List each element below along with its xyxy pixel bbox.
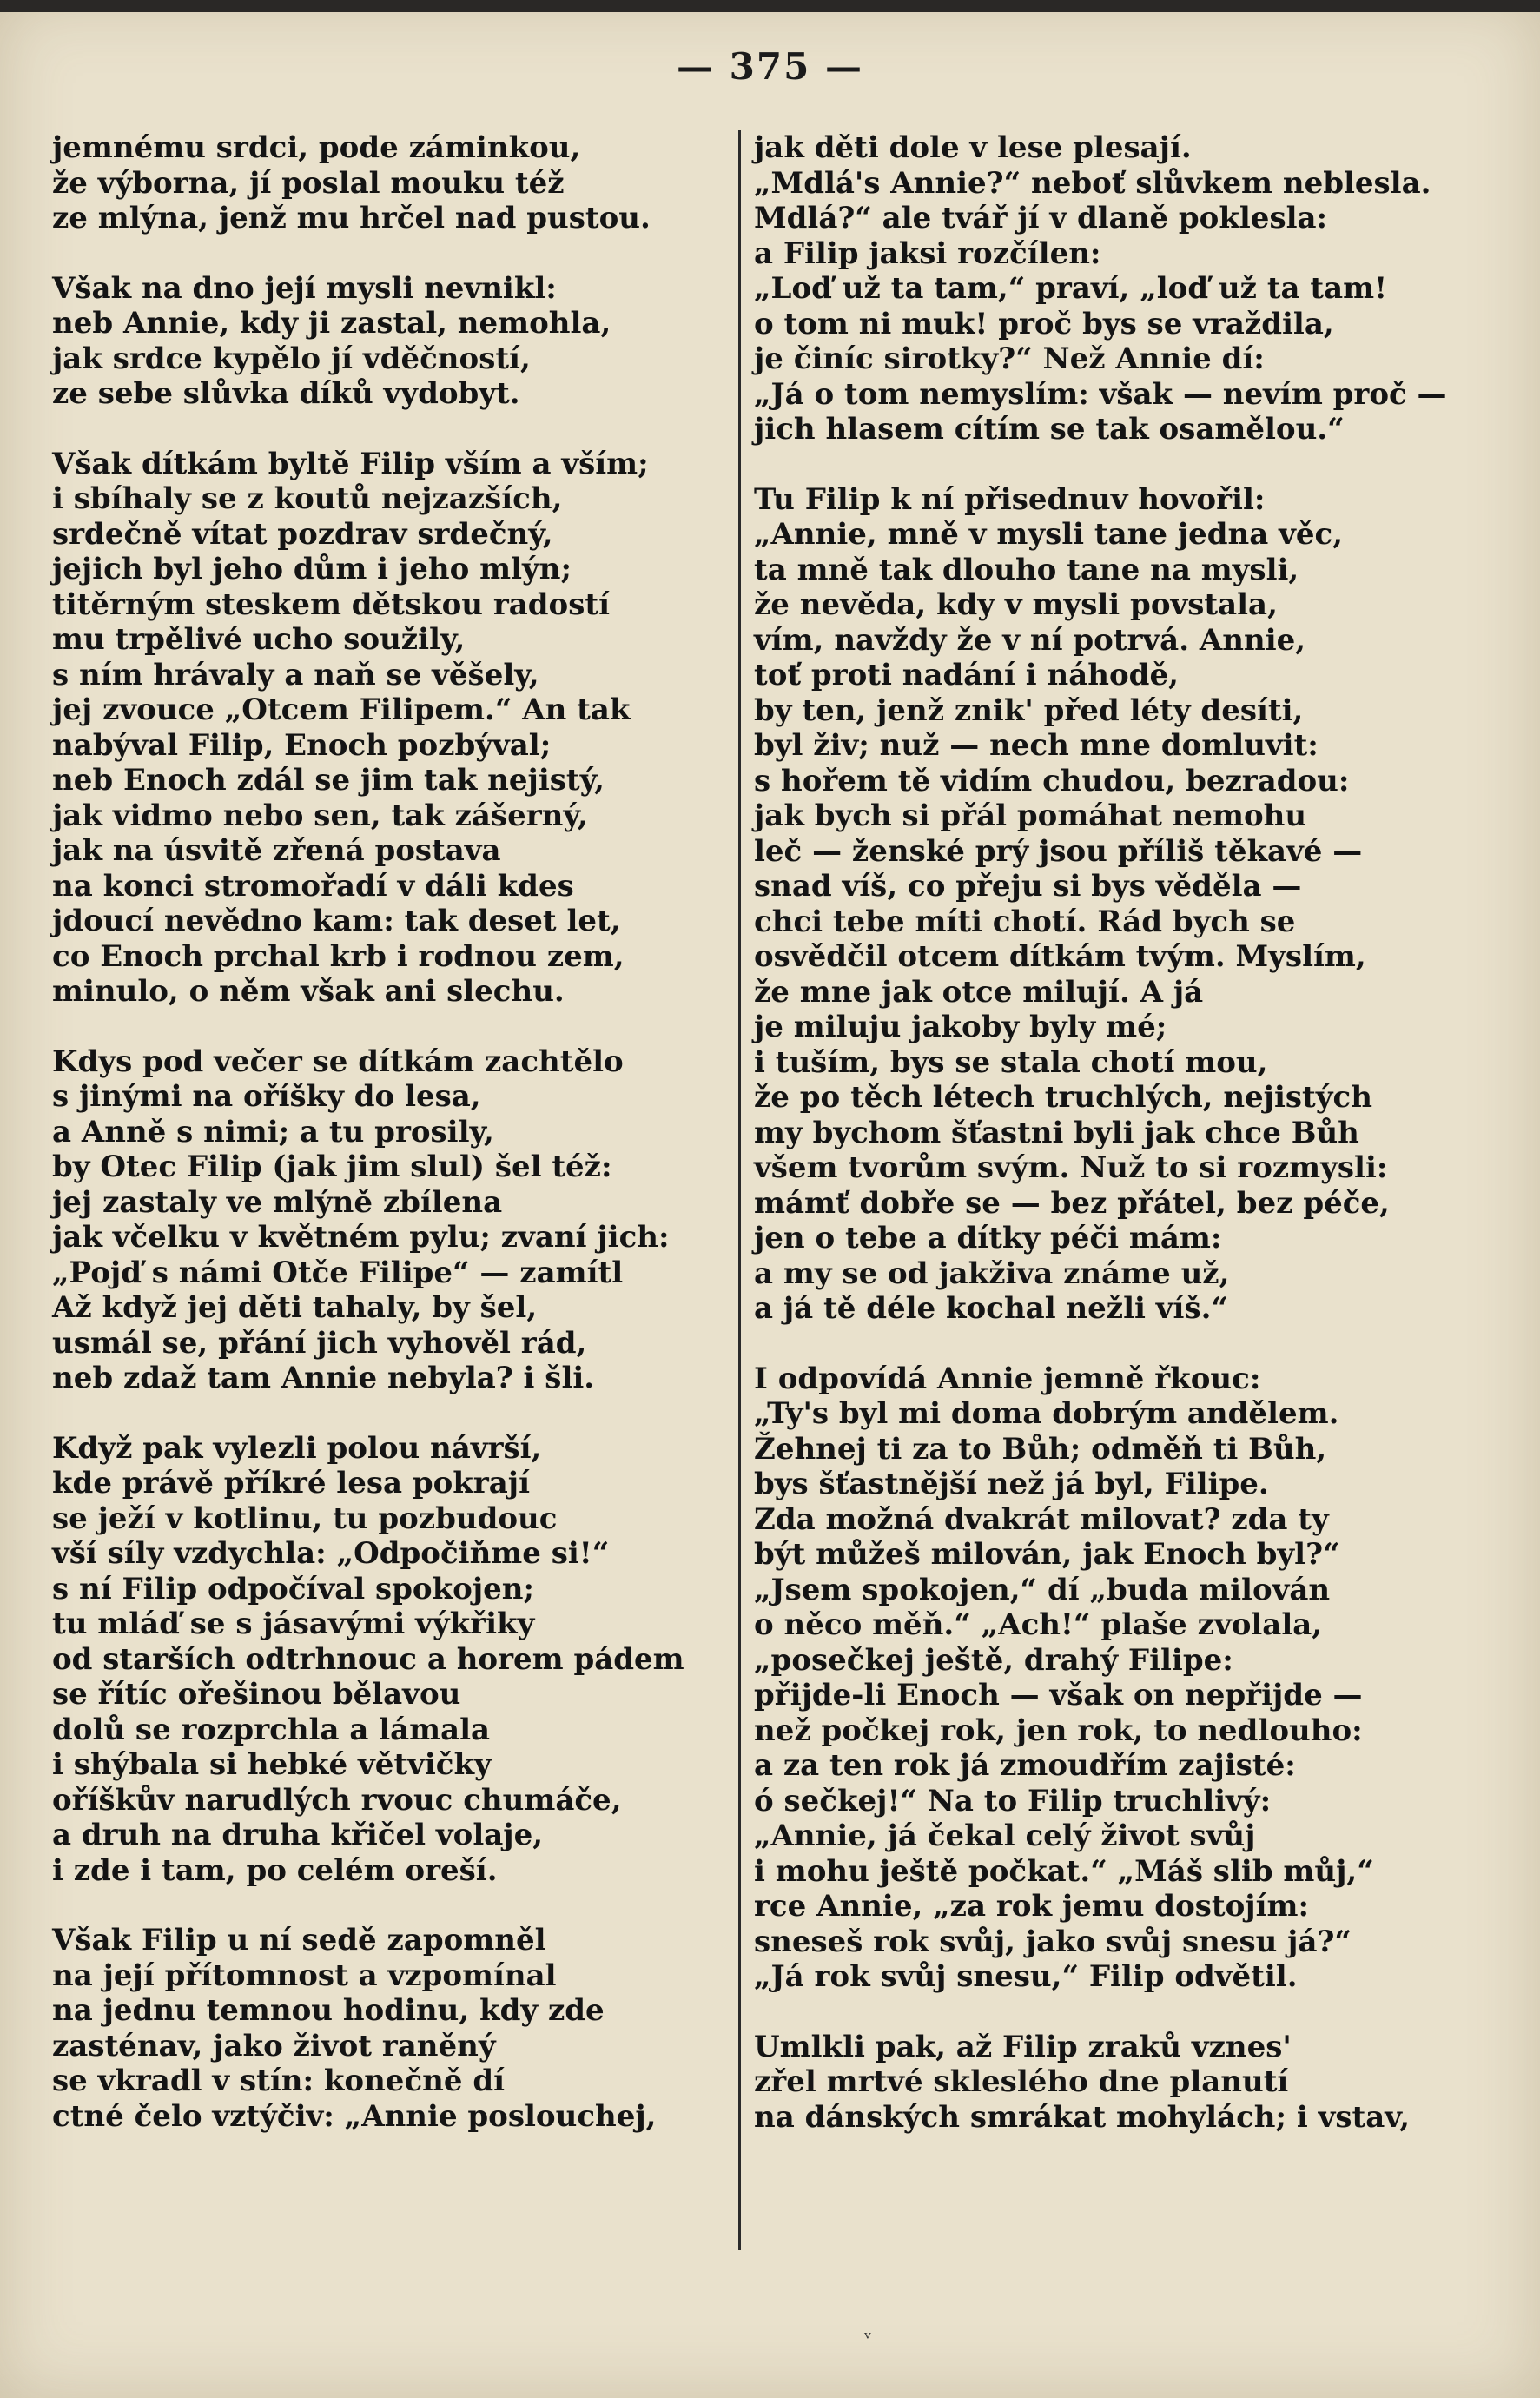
verse-line: minulo, o něm však ani slechu.	[52, 974, 565, 1009]
stanza	[52, 1923, 712, 2134]
verse-line: zasténav, jako život raněný	[52, 2028, 496, 2063]
verse-line: chci tebe míti chotí. Rád bych se	[754, 904, 1296, 939]
page-number: — 375 —	[677, 45, 863, 88]
verse-line: jak vidmo nebo sen, tak zášerný,	[52, 798, 588, 833]
verse-line: než počkej rok, jen rok, to nedlouho:	[754, 1712, 1363, 1748]
verse-line: jak bych si přál pomáhat nemohu	[754, 798, 1307, 833]
verse-line: ó sečkej!“ Na to Filip truchlivý:	[754, 1783, 1272, 1818]
verse-line: a Anně s nimi; a tu prosily,	[52, 1114, 494, 1149]
verse-line: se vkradl v stín: konečně dí	[52, 2063, 506, 2098]
verse-line: jej zvouce „Otcem Filipem.“ An tak	[52, 692, 631, 727]
left-text-column	[52, 130, 712, 2169]
verse-line: oříškův narudlých rvouc chumáče,	[52, 1782, 622, 1818]
verse-line: titěrným steskem dětskou radostí	[52, 586, 610, 622]
verse-line: i tuším, bys se stala chotí mou,	[754, 1044, 1268, 1080]
verse-line: ctné čelo vztýčiv: „Annie poslouchej,	[52, 2098, 657, 2134]
verse-line: a Filip jaksi rozčílen:	[754, 235, 1101, 271]
verse-line: jej zastaly ve mlýně zbílena	[52, 1184, 503, 1220]
verse-line: bys šťastnější než já byl, Filipe.	[754, 1467, 1269, 1501]
verse-line: dolů se rozprchla a lámala	[52, 1712, 491, 1747]
verse-line: Však Filip u ní sedě zapomněl	[52, 1923, 546, 1957]
stanza	[52, 1044, 712, 1396]
verse-line: se ježí v kotlinu, tu pozbudouc	[52, 1500, 558, 1536]
verse-line: jak na úsvitě zřená postava	[52, 833, 501, 868]
verse-line: by Otec Filip (jak jim slul) šel též:	[52, 1149, 612, 1184]
verse-line: co Enoch prchal krb i rodnou zem,	[52, 938, 625, 974]
verse-line: ta mně tak dlouho tane na mysli,	[754, 552, 1299, 587]
verse-line: Až když jej děti tahaly, by šel,	[52, 1290, 538, 1325]
verse-line: vší síly vzdychla: „Odpočiňme si!“	[52, 1536, 610, 1571]
verse-line: zřel mrtvé skleslého dne planutí	[754, 2064, 1289, 2099]
verse-line: mámť dobře se — bez přátel, bez péče,	[754, 1185, 1390, 1221]
verse-line: jak srdce kypělo jí vděčností,	[52, 341, 531, 376]
verse-line: že nevěda, kdy v mysli povstala,	[754, 587, 1278, 622]
verse-line: o něco měň.“ „Ach!“ plaše zvolala,	[754, 1607, 1323, 1642]
stanza	[52, 1431, 712, 1889]
footer-mark: ᵛ	[864, 2328, 872, 2350]
verse-line: o tom ni muk! proč bys se vraždila,	[754, 306, 1334, 341]
verse-line: mu trpělivé ucho soužily,	[52, 622, 466, 657]
verse-line: přijde-li Enoch — však on nepřijde —	[754, 1678, 1363, 1712]
verse-line: jich hlasem cítím se tak osamělou.“	[754, 412, 1345, 447]
verse-line: se řítíc ořešinou bělavou	[52, 1677, 461, 1712]
verse-line: být můžeš milován, jak Enoch byl?“	[754, 1537, 1340, 1572]
verse-line: a já tě déle kochal nežli víš.“	[754, 1291, 1228, 1326]
verse-line: neb Annie, kdy ji zastal, nemohla,	[52, 306, 611, 341]
stanza	[754, 482, 1501, 1327]
verse-line: na konci stromořadí v dáli kdes	[52, 868, 574, 904]
verse-line: jak včelku v květném pylu; zvaní jich:	[52, 1220, 670, 1255]
verse-line: „posečkej ještě, drahý Filipe:	[754, 1642, 1233, 1678]
verse-line: je miluju jakoby byly mé;	[754, 1010, 1167, 1044]
verse-line: jdoucí nevědno kam: tak deset let,	[52, 904, 621, 938]
verse-line: rce Annie, „za rok jemu dostojím:	[754, 1889, 1310, 1924]
verse-line: i mohu ještě počkat.“ „Máš slib můj,“	[754, 1853, 1374, 1889]
verse-line: by ten, jenž znik' před léty desíti,	[754, 692, 1304, 728]
verse-line: na dánských smrákat mohylách; i vstav,	[754, 2099, 1411, 2135]
stanza	[52, 130, 712, 236]
verse-line: vím, navždy že v ní potrvá. Annie,	[754, 622, 1306, 658]
verse-line: Žehnej ti za to Bůh; odměň ti Bůh,	[754, 1431, 1327, 1467]
verse-line: „Annie, já čekal celý život svůj	[754, 1818, 1256, 1853]
verse-line: Když pak vylezli polou návrší,	[52, 1430, 542, 1466]
verse-line: i shýbala si hebké větvičky	[52, 1747, 492, 1782]
verse-line: Však dítkám byltě Filip vším a vším;	[52, 446, 649, 481]
verse-line: Umlkli pak, až Filip zraků vznes'	[754, 2029, 1292, 2064]
verse-line: „Mdlá's Annie?“ neboť slůvkem neblesla.	[754, 165, 1431, 201]
verse-line: snad víš, co přeju si bys věděla —	[754, 869, 1302, 904]
verse-line: kde právě příkré lesa pokrají	[52, 1466, 531, 1500]
verse-line: neb Enoch zdál se jim tak nejistý,	[52, 763, 605, 798]
verse-line: leč — ženské prý jsou příliš těkavé —	[754, 833, 1363, 869]
stanza	[754, 2030, 1501, 2136]
verse-line: je činíc sirotky?“ Než Annie dí:	[754, 341, 1265, 376]
verse-line: i zde i tam, po celém oreší.	[52, 1852, 498, 1888]
right-text-column	[754, 130, 1501, 2169]
column-divider	[738, 130, 741, 2250]
verse-line: s ním hrávaly a naň se věšely,	[52, 657, 539, 692]
verse-line: i sbíhaly se z koutů nejzazších,	[52, 481, 563, 516]
verse-line: nabýval Filip, Enoch pozbýval;	[52, 727, 552, 763]
stanza	[754, 130, 1501, 447]
verse-line: I odpovídá Annie jemně řkouc:	[754, 1361, 1261, 1396]
verse-line: my bychom šťastni byli jak chce Bůh	[754, 1115, 1359, 1150]
verse-line: Mdlá?“ ale tvář jí v dlaně poklesla:	[754, 201, 1328, 235]
verse-line: ze mlýna, jenž mu hrčel nad pustou.	[52, 201, 651, 235]
verse-line: všem tvorům svým. Nuž to si rozmysli:	[754, 1150, 1388, 1185]
verse-line: od starších odtrhnouc a horem pádem	[52, 1641, 684, 1677]
verse-line: jen o tebe a dítky péči mám:	[754, 1221, 1222, 1255]
verse-line: a my se od jakživa známe už,	[754, 1255, 1230, 1291]
verse-line: toť proti nadání i náhodě,	[754, 658, 1179, 692]
verse-line: osvědčil otcem dítkám tvým. Myslím,	[754, 939, 1366, 974]
scan-top-edge	[0, 0, 1540, 12]
verse-line: s hořem tě vidím chudou, bezradou:	[754, 763, 1350, 798]
stanza	[52, 271, 712, 412]
verse-line: sneseš rok svůj, jako svůj snesu já?“	[754, 1924, 1352, 1959]
verse-line: „Ty's byl mi doma dobrým andělem.	[754, 1396, 1339, 1431]
verse-line: byl živ; nuž — nech mne domluvit:	[754, 728, 1319, 763]
verse-line: „Pojď s námi Otče Filipe“ — zamítl	[52, 1255, 624, 1290]
verse-line: jejich byl jeho dům i jeho mlýn;	[52, 552, 572, 586]
verse-line: že po těch létech truchlých, nejistých	[754, 1080, 1372, 1115]
verse-line: na jednu temnou hodinu, kdy zde	[52, 1993, 605, 2028]
verse-line: s jinými na oříšky do lesa,	[52, 1079, 481, 1114]
stanza	[754, 1361, 1501, 1995]
verse-line: ze sebe slůvka díků vydobyt.	[52, 376, 520, 411]
verse-line: a druh na druha křičel volaje,	[52, 1818, 544, 1852]
stanza	[52, 447, 712, 1010]
verse-line: srdečně vítat pozdrav srdečný,	[52, 516, 553, 552]
verse-line: jemnému srdci, pode záminkou,	[52, 130, 581, 165]
verse-line: usmál se, přání jich vyhověl rád,	[52, 1325, 587, 1361]
verse-line: „Já o tom nemyslím: však — nevím proč —	[754, 376, 1447, 412]
verse-line: že výborna, jí poslal mouku též	[52, 165, 565, 201]
verse-line: „Annie, mně v mysli tane jedna věc,	[754, 517, 1344, 552]
verse-line: neb zdaž tam Annie nebyla? i šli.	[52, 1361, 595, 1395]
verse-line: a za ten rok já zmoudřím zajisté:	[754, 1748, 1296, 1783]
verse-line: jak děti dole v lese plesají.	[754, 130, 1192, 165]
verse-line: že mne jak otce milují. A já	[754, 974, 1204, 1010]
verse-line: „Já rok svůj snesu,“ Filip odvětil.	[754, 1959, 1298, 1994]
verse-line: s ní Filip odpočíval spokojen;	[52, 1571, 535, 1606]
verse-line: „Jsem spokojen,“ dí „buda milován	[754, 1572, 1331, 1607]
verse-line: na její přítomnost a vzpomínal	[52, 1957, 557, 1993]
verse-line: „Loď už ta tam,“ praví, „loď už ta tam!	[754, 271, 1388, 306]
verse-line: tu mláď se s jásavými výkřiky	[52, 1606, 535, 1641]
verse-line: Kdys pod večer se dítkám zachtělo	[52, 1043, 624, 1079]
verse-line: Zda možná dvakrát milovat? zda ty	[754, 1501, 1329, 1537]
verse-line: Tu Filip k ní přisednuv hovořil:	[754, 481, 1266, 517]
verse-line: Však na dno její mysli nevnikl:	[52, 270, 557, 306]
